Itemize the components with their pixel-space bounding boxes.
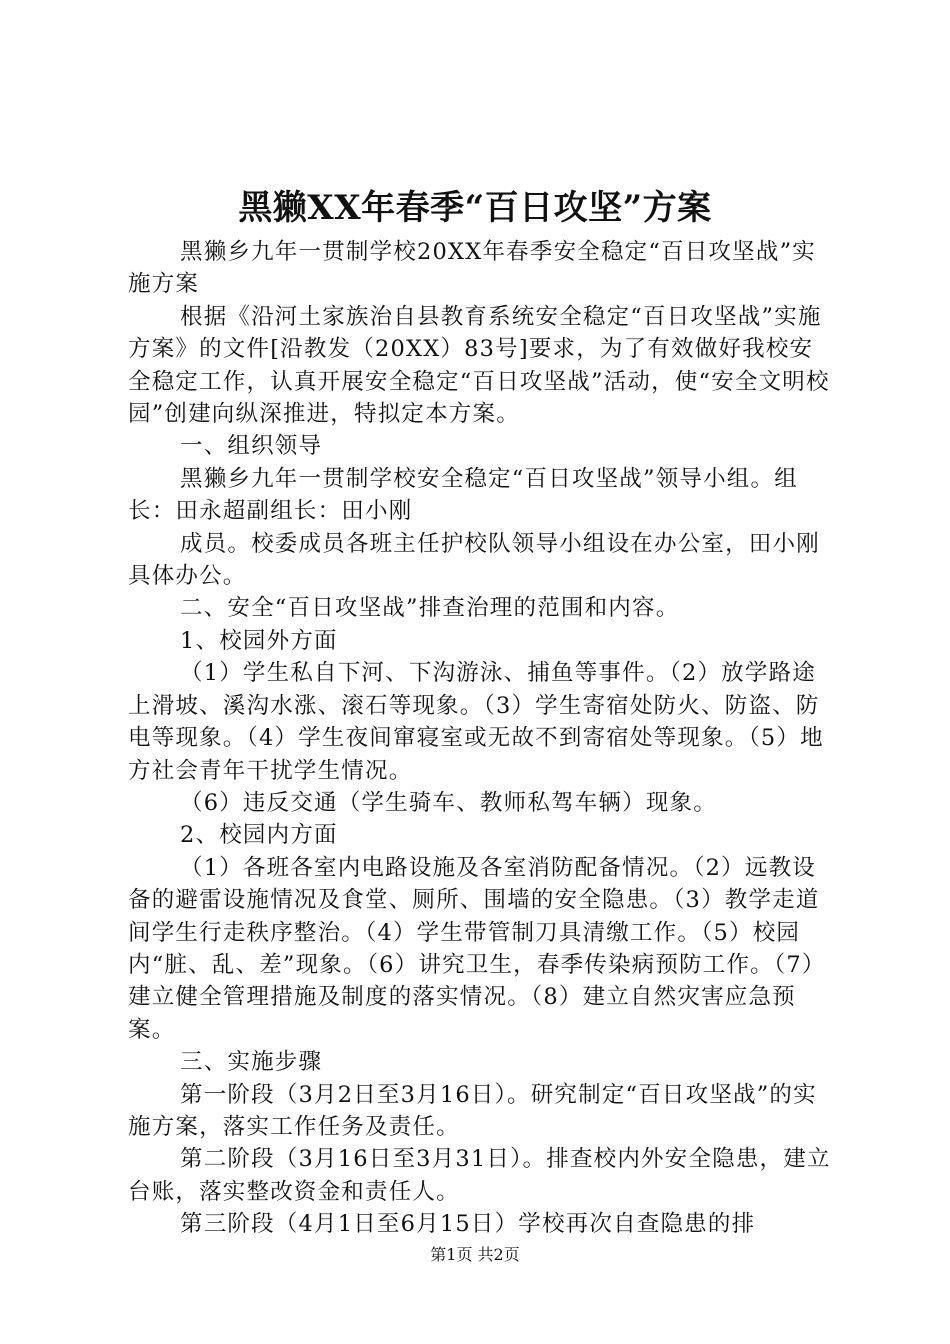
subheading-on-campus: 2、校园内方面 xyxy=(180,822,338,849)
document-title: 黑獭XX年春季“百日攻坚”方案 xyxy=(238,188,712,228)
subheading-off-campus: 1、校园外方面 xyxy=(180,627,338,654)
heading-steps: 三、实施步骤 xyxy=(180,1049,323,1076)
paragraph-on-campus-items: （1）各班各室内电路设施及各室消防配备情况。（2）远教设备的避雷设施情况及食堂、厕所、围墙的安全隐患。（3）教学走道间学生行走秩序整治。（4）学生带管制刀具清缴工作。（5）校园内“脏、乱、差”现象。（6）讲究卫生，春季传染病预防工作。（7）建立健全管理措施及制度的落实情况。（8）建立自然灾害应急预案。 xyxy=(128,854,826,1043)
paragraph-off-campus-items: （1）学生私自下河、下沟游泳、捕鱼等事件。（2）放学路途上滑坡、溪沟水涨、滚石等现象。（3）学生寄宿处防火、防盗、防电等现象。（4）学生夜间窜寝室或无故不到寄宿处等现象。（5）地方社会青年干扰学生情况。 xyxy=(128,660,824,784)
paragraph-stage-one: 第一阶段（3月2日至3月16日）。研究制定“百日攻坚战”的实施方案，落实工作任务及责任。 xyxy=(128,1081,817,1140)
heading-organization: 一、组织领导 xyxy=(180,433,323,460)
document-body xyxy=(128,236,836,1241)
paragraph-members: 成员。校委成员各班主任护校队领导小组设在办公室，田小刚具体办公。 xyxy=(128,530,820,590)
paragraph-traffic: （6）违反交通（学生骑车、教师私驾车辆）现象。 xyxy=(180,789,717,816)
paragraph-stage-three: 第三阶段（4月1日至6月15日）学校再次自查隐患的排 xyxy=(180,1211,756,1238)
paragraph-basis: 根据《沿河土家族治自县教育系统安全稳定“百日攻坚战”实施方案》的文件[沿教发（20XX）83号]要求，为了有效做好我校安全稳定工作，认真开展安全稳定“百日攻坚战”活动，使“安全文明校园”创建向纵深推进，特拟定本方案。 xyxy=(128,303,830,428)
heading-scope: 二、安全“百日攻坚战”排查治理的范围和内容。 xyxy=(180,595,680,622)
paragraph-leadership-group: 黑獭乡九年一贯制学校安全稳定“百日攻坚战”领导小组。组长：田永超副组长：田小刚 xyxy=(128,465,798,525)
page-number-footer: 第1页 共2页 xyxy=(430,1245,520,1264)
paragraph-stage-two: 第二阶段（3月16日至3月31日）。排查校内外安全隐患，建立台账，落实整改资金和责任人。 xyxy=(128,1146,831,1205)
paragraph-plan-name: 黑獭乡九年一贯制学校20XX年春季安全稳定“百日攻坚战”实施方案 xyxy=(128,239,816,298)
